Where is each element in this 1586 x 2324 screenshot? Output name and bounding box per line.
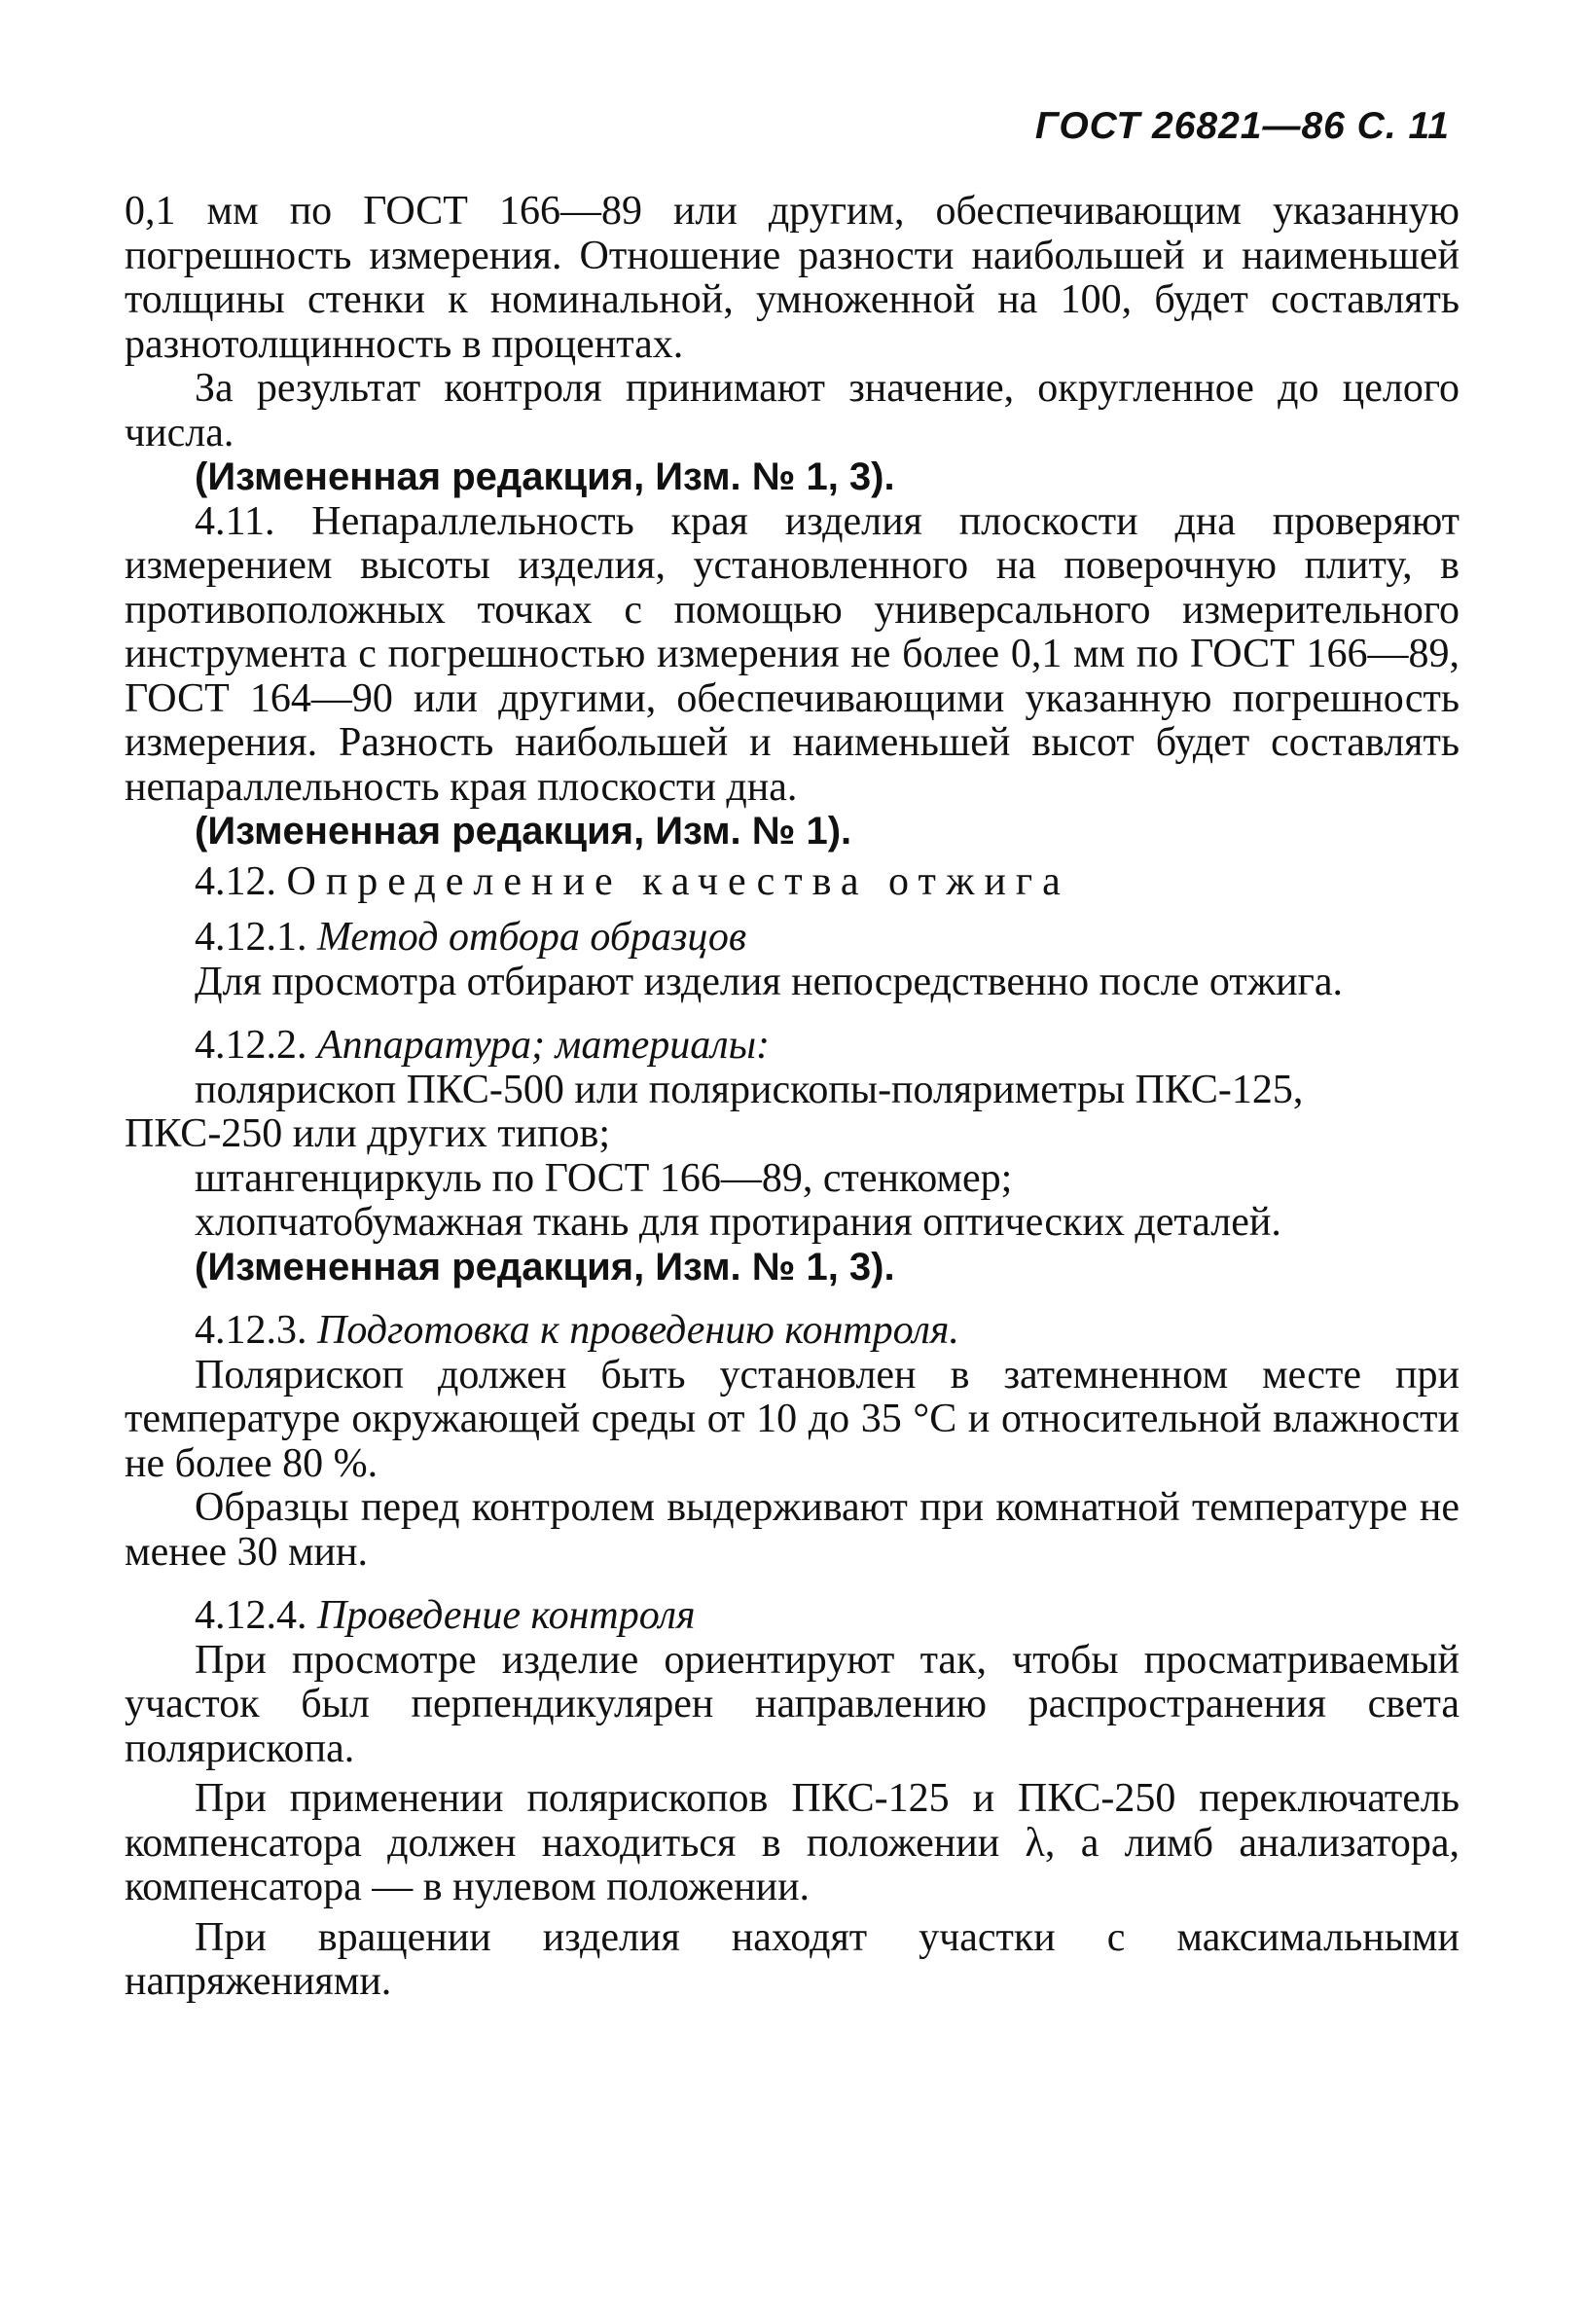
section-heading-4-12-4 — [125, 1594, 1460, 1639]
section-number: 4.12.4. — [195, 1593, 307, 1638]
paragraph-4-11: 4.11. Непараллельность края изделия плоскости дна проверяют измерением высоты изделия, установленного на поверочную плиту, в противоположных точках с помощью универсального измерительного инструмента с погрешностью измерения не более 0,1 мм по ГОСТ 166—89, ГОСТ 164—90 или другими, обеспечивающими указанную погрешность измерения. Разность наибольшей и наименьшей высот будет составлять непараллельность края плоскости дна. — [125, 498, 1460, 810]
paragraph-rounding: За результат контроля принимают значение, округленное до целого числа. — [125, 366, 1460, 455]
paragraph-rotation: При вращении изделия находят участки с максимальными напряжениями. — [125, 1914, 1460, 2004]
paragraph-sampling: Для просмотра отбирают изделия непосредственно после отжига. — [195, 959, 1344, 1004]
paragraph-compensator: При применении полярископов ПКС-125 и ПКС-250 переключатель компенсатора должен находиться в положении λ, а лимб анализатора, компенсатора — в нулевом положении. — [125, 1776, 1460, 1909]
section-number: 4.12.3. — [195, 1308, 307, 1353]
amendment-note: (Измененная редакция, Изм. № 1, 3). — [195, 1245, 895, 1289]
section-heading-4-12-1 — [125, 916, 1460, 961]
document-body — [125, 190, 1460, 2005]
amendment-note: (Измененная редакция, Изм. № 1, 3). — [195, 455, 895, 498]
section-heading-4-12-3 — [125, 1309, 1460, 1354]
paragraph-sample-conditioning: Образцы перед контролем выдерживают при комнатной температуре не менее 30 мин. — [125, 1485, 1460, 1575]
section-number: 4.12. — [195, 858, 276, 904]
paragraph-orientation: При просмотре изделие ориентируют так, чтобы просматриваемый участок был перпендикулярен направлению распространения света полярископа. — [125, 1637, 1460, 1771]
section-heading-4-12-2 — [125, 1024, 1460, 1069]
paragraph-polariscope-setup: Полярископ должен быть установлен в затемненном месте при температуре окружающей среды от 10 до 35 °C и относительной влажности не более 80 %. — [125, 1352, 1460, 1486]
page-header: ГОСТ 26821—86 С. 11 — [1034, 105, 1450, 147]
paragraph-thickness-result: 0,1 мм по ГОСТ 166—89 или другим, обеспечивающим указанную погрешность измерения. Отношение разности наибольшей и наименьшей толщины стенки к номинальной, умноженной на 100, будет составлять разнотолщинность в процентах. — [125, 189, 1460, 367]
section-number: 4.12.1. — [195, 915, 307, 960]
section-title: Проведение контроля — [317, 1593, 696, 1638]
equipment-item-polariscope: полярископ ПКС-500 или полярископы-поляриметры ПКС-125, ПКС-250 или других типов; — [125, 1067, 1304, 1156]
section-title: Аппаратура; материалы: — [317, 1023, 771, 1068]
amendment-note: (Измененная редакция, Изм. № 1). — [195, 810, 852, 853]
equipment-item-caliper: штангенциркуль по ГОСТ 166—89, стенкомер; — [195, 1155, 1013, 1201]
equipment-item-cloth: хлопчатобумажная ткань для протирания оптических деталей. — [195, 1200, 1281, 1245]
section-title: Подготовка к проведению контроля. — [317, 1308, 959, 1353]
section-title: Метод отбора образцов — [317, 915, 747, 960]
section-title: Определение качества отжига — [286, 858, 1070, 904]
section-number: 4.12.2. — [195, 1023, 307, 1068]
section-heading-4-12 — [125, 860, 1460, 905]
